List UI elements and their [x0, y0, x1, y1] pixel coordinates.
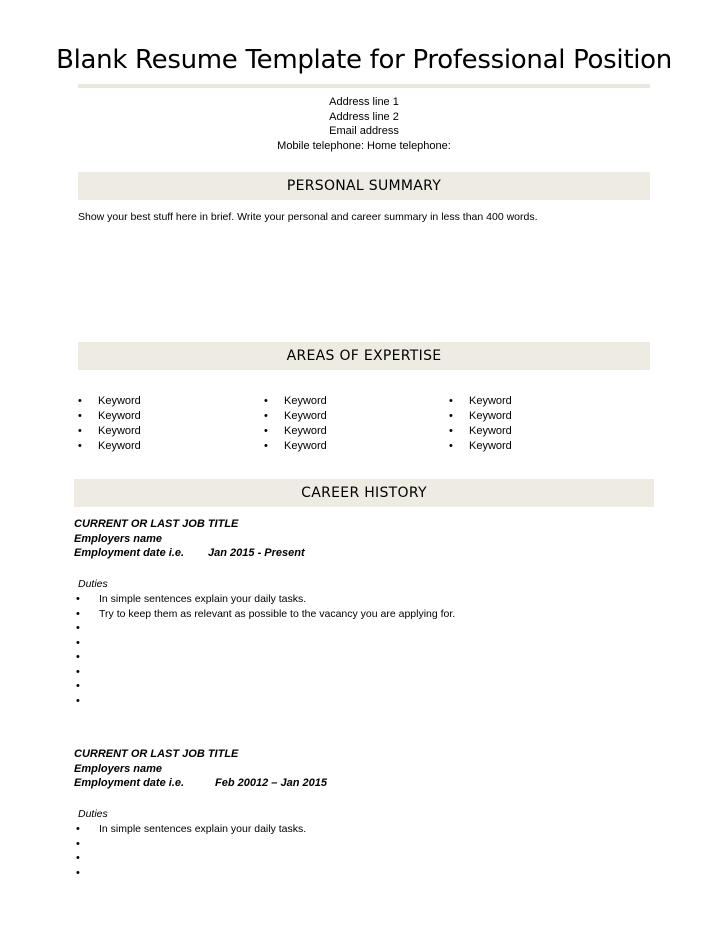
job-1-header: [74, 517, 305, 561]
list-item: [76, 694, 455, 709]
bullet-icon: •: [76, 837, 80, 850]
bullet-icon: •: [449, 410, 453, 422]
personal-summary-text: Show your best stuff here in brief. Write your personal and career summary in less than 400 words.: [78, 211, 538, 223]
job-title: CURRENT OR LAST JOB TITLE: [74, 518, 239, 530]
list-item: • Keyword: [264, 395, 327, 407]
bullet-icon: •: [76, 665, 80, 678]
bullet-icon: •: [264, 395, 268, 407]
bullet-icon: •: [264, 410, 268, 422]
address-line-2: Address line 2: [329, 110, 399, 123]
list-item: • Keyword: [78, 410, 141, 422]
list-item: [76, 679, 455, 694]
list-item: • Keyword: [449, 425, 512, 437]
list-item: • In simple sentences explain your daily tasks.: [76, 823, 307, 835]
bullet-icon: •: [78, 425, 82, 437]
bullet-icon: •: [78, 440, 82, 452]
list-item: [76, 837, 306, 852]
bullet-icon: •: [76, 866, 80, 879]
bullet-icon: •: [449, 440, 453, 452]
expertise-column-1: [78, 394, 141, 454]
bullet-icon: •: [76, 622, 80, 634]
expertise-column-2: [264, 394, 327, 454]
bullet-icon: •: [449, 395, 453, 407]
list-item: • Keyword: [78, 395, 141, 407]
bullet-icon: •: [449, 425, 453, 437]
section-career-history: CAREER HISTORY: [74, 479, 654, 507]
email-address: Email address: [329, 125, 399, 137]
list-item: • Keyword: [449, 440, 512, 452]
bullet-icon: •: [76, 607, 80, 620]
list-item: • Keyword: [449, 410, 512, 422]
document-title: Blank Resume Template for Professional Position: [56, 45, 672, 75]
job-2-header: [74, 747, 327, 791]
bullet-icon: •: [76, 593, 80, 605]
employment-date: Employment date i.e. Jan 2015 - Present: [74, 547, 305, 559]
list-item: • Keyword: [264, 410, 327, 422]
bullet-icon: •: [76, 636, 80, 649]
employer-name: Employers name: [74, 762, 163, 775]
bullet-icon: •: [76, 694, 80, 707]
job-2-duties: [76, 822, 306, 880]
list-item: • Keyword: [449, 395, 512, 407]
expertise-column-3: [449, 394, 512, 454]
bullet-icon: •: [264, 440, 268, 452]
title-underline: [78, 84, 650, 88]
employment-date-value: Jan 2015 - Present: [208, 547, 305, 559]
phone-numbers: Mobile telephone: Home telephone:: [277, 139, 451, 152]
bullet-icon: •: [78, 410, 82, 422]
bullet-icon: •: [76, 651, 80, 663]
bullet-icon: •: [76, 823, 80, 835]
bullet-icon: •: [76, 680, 80, 692]
employment-date: Employment date i.e. Feb 20012 – Jan 2015: [74, 777, 327, 789]
list-item: [76, 851, 306, 866]
bullet-icon: •: [78, 395, 82, 407]
job-title: CURRENT OR LAST JOB TITLE: [74, 748, 239, 760]
bullet-icon: •: [76, 852, 80, 864]
address-line-1: Address line 1: [329, 96, 399, 108]
list-item: [76, 621, 455, 636]
list-item: • Keyword: [264, 425, 327, 437]
list-item: • Keyword: [78, 440, 141, 452]
duties-label: Duties: [78, 578, 108, 590]
list-item: [76, 636, 455, 651]
list-item: • Keyword: [78, 425, 141, 437]
list-item: • In simple sentences explain your daily tasks.: [76, 593, 307, 605]
list-item: [76, 866, 306, 881]
list-item: • Try to keep them as relevant as possible to the vacancy you are applying for.: [76, 607, 456, 620]
section-areas-of-expertise: AREAS OF EXPERTISE: [78, 342, 650, 370]
list-item: [76, 665, 455, 680]
section-personal-summary: PERSONAL SUMMARY: [78, 172, 650, 200]
list-item: • Keyword: [264, 440, 327, 452]
job-1-duties: [76, 592, 455, 708]
duties-label: Duties: [78, 808, 108, 820]
bullet-icon: •: [264, 425, 268, 437]
employment-date-value: Feb 20012 – Jan 2015: [215, 777, 327, 789]
contact-block: [0, 95, 728, 153]
employer-name: Employers name: [74, 532, 163, 545]
list-item: [76, 650, 455, 665]
